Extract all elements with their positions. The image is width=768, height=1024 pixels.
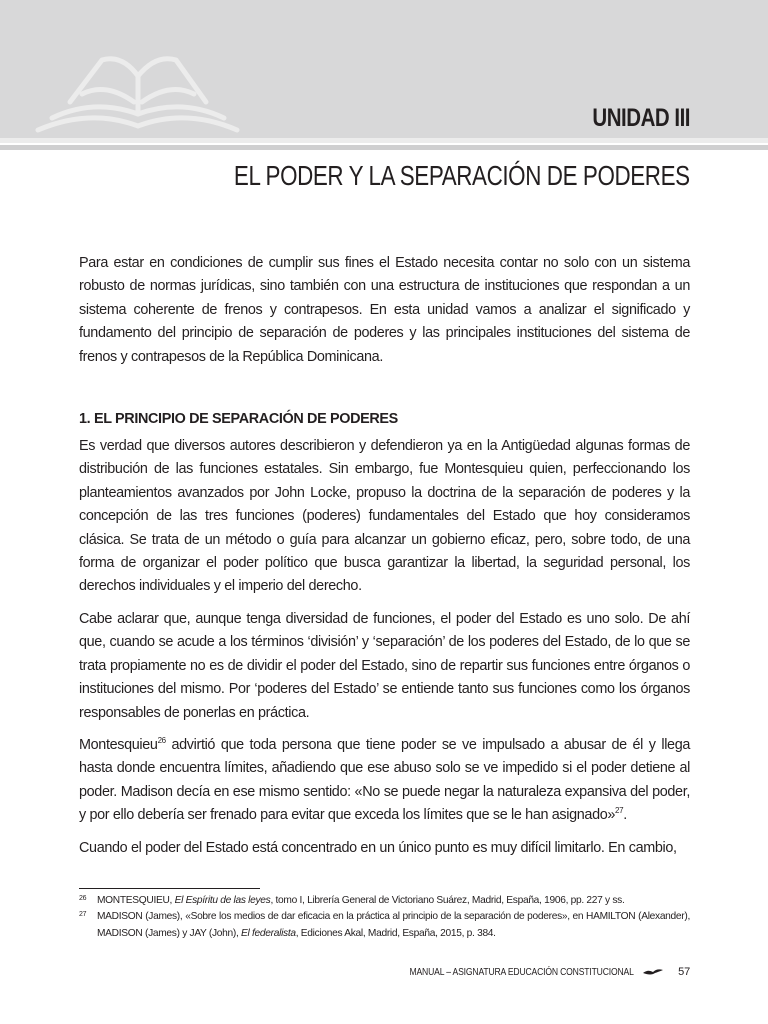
- footnote-ref-26[interactable]: 26: [157, 735, 166, 745]
- footnote-text: MADISON (James), «Sobre los medios de dar eficacia en la práctica al principio de la separación de poderes», en HAMILTON (Alexander), MADISON (James) y JAY (John),: [97, 911, 690, 939]
- page-footer: [373, 964, 690, 980]
- body-text: [79, 252, 690, 869]
- paragraph-2: Cabe aclarar que, aunque tenga diversidad de funciones, el poder del Estado es uno solo. De ahí que, cuando se acude a los términos ‘división’ y ‘separación’ de los poderes del Estado, de lo que se trata propiamente no es de dividir el poder del Estado, sino de repartir sus funciones entre órganos o instituciones del mismo. Por ‘poderes del Estado’ se entiende tanto sus funciones como los órganos responsables de ponerlas en práctica.: [79, 610, 690, 721]
- footnote-26: [79, 893, 690, 909]
- intro-paragraph: Para estar en condiciones de cumplir sus fines el Estado necesita contar no solo con un sistema robusto de normas jurídicas, sino también con una estructura de instituciones que respondan a un sistema coherente de frenos y contrapesos. En esta unidad vamos a analizar el significado y fundamento del principio de separación de poderes y las principales instituciones del sistema de frenos y contrapesos de la República Dominicana.: [79, 255, 690, 365]
- footnote-title: El federalista: [241, 927, 296, 939]
- footnotes: [79, 893, 690, 942]
- paragraph-3: [79, 734, 690, 828]
- section-heading: 1. EL PRINCIPIO DE SEPARACIÓN DE PODERES: [79, 411, 398, 428]
- footnote-text: , tomo I, Librería General de Victoriano Suárez, Madrid, España, 1906, pp. 227 y ss.: [270, 895, 625, 906]
- footer-label: MANUAL – ASIGNATURA EDUCACIÓN CONSTITUCIONAL: [409, 966, 635, 978]
- page-number: 57: [678, 966, 690, 978]
- open-book-icon: [30, 42, 245, 134]
- footnote-title: El Espíritu de las leyes: [174, 895, 271, 906]
- header-rule-light: [0, 138, 768, 143]
- paragraph-1: Es verdad que diversos autores describieron y defendieron ya en la Antigüedad algunas formas de distribución de las funciones estatales. Sin embargo, fue Montesquieu quien, perfeccionando los planteamientos avanzados por John Locke, propuso la doctrina de la separación de poderes y la concepción de las tres funciones (poderes) fundamentales del Estado que hoy consideramos clásica. Se trata de un método o guía para alcanzar un gobierno eficaz, pero, sobre todo, de una forma de organizar el poder político que busca garantizar la libertad, la seguridad personal, los derechos individuales y el imperio del derecho.: [79, 438, 690, 595]
- footnote-ref-27[interactable]: 27: [615, 806, 624, 816]
- paragraph-4: Cuando el poder del Estado está concentrado en un único punto es muy difícil limitarlo. En cambio,: [79, 839, 677, 856]
- paragraph-3-end: .: [623, 807, 627, 824]
- unit-title: UNIDAD III: [592, 104, 690, 132]
- footnote-number: 26: [79, 895, 87, 902]
- footnote-number: 27: [79, 911, 87, 919]
- footnote-divider: [79, 888, 260, 889]
- footnote-text: , Ediciones Akal, Madrid, España, 2015, p. 384.: [295, 927, 496, 939]
- paragraph-3-text: advirtió que toda persona que tiene poder se ve impulsado a abusar de él y llega hasta donde encuentra límites, añadiendo que ese abuso solo se ve impedido si el poder detiene al poder. Madison decía en ese mismo sentido: «No se puede negar la naturaleza expansiva del poder, y por ello debería ser frenado para evitar que exceda los límites que se le han asignado»: [79, 736, 690, 824]
- footnote-text: MONTESQUIEU,: [97, 895, 175, 906]
- bird-icon: [642, 967, 664, 977]
- footnote-27: [79, 909, 690, 942]
- paragraph-3-lead: Montesquieu: [79, 736, 158, 753]
- chapter-title: EL PODER Y LA SEPARACIÓN DE PODERES: [234, 160, 690, 191]
- header-rule-gray: [0, 145, 768, 150]
